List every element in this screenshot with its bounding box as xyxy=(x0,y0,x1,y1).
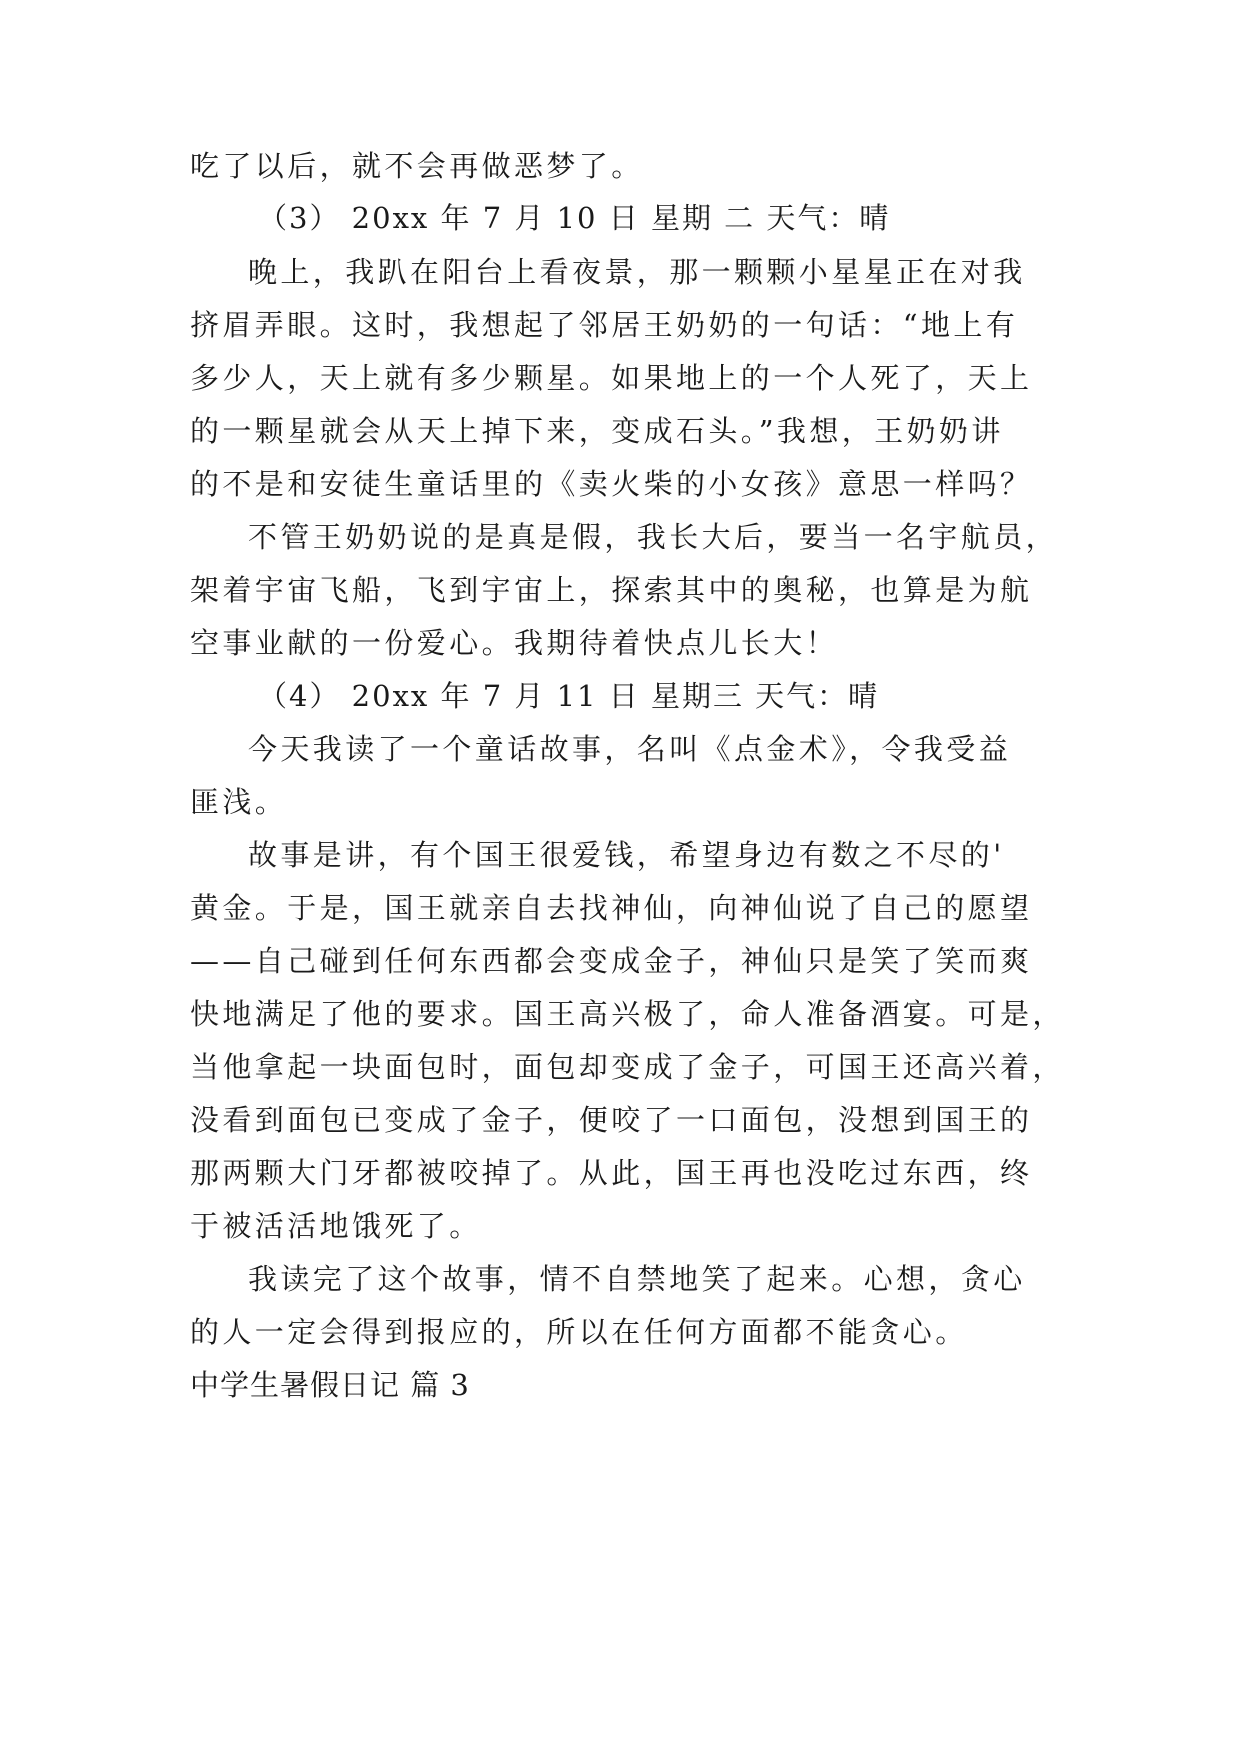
text-line: 架着宇宙飞船，飞到宇宙上，探索其中的奥秘，也算是为航 xyxy=(190,573,1033,607)
text-line: 当他拿起一块面包时，面包却变成了金子，可国王还高兴着， xyxy=(190,1050,1065,1084)
text-line: 的一颗星就会从天上掉下来，变成石头。”我想，王奶奶讲 xyxy=(190,414,1004,448)
text-line: 黄金。于是，国王就亲自去找神仙，向神仙说了自己的愿望 xyxy=(190,891,1033,925)
paragraph-line: 不管王奶奶说的是真是假，我长大后，要当一名宇航员， xyxy=(248,520,1059,554)
text-line: 吃了以后，就不会再做恶梦了。 xyxy=(190,149,644,183)
section-title: 中学生暑假日记 篇 3 xyxy=(190,1368,470,1402)
text-line: 没看到面包已变成了金子，便咬了一口面包，没想到国王的 xyxy=(190,1103,1033,1137)
diary-entry-header: （3） 20xx 年 7 月 10 日 星期 二 天气：晴 xyxy=(258,201,891,235)
text-line: 于被活活地饿死了。 xyxy=(190,1209,482,1243)
paragraph-line: 我读完了这个故事，情不自禁地笑了起来。心想，贪心 xyxy=(248,1262,1026,1296)
text-line: 挤眉弄眼。这时，我想起了邻居王奶奶的一句话：“地上有 xyxy=(190,308,1019,342)
text-line: 空事业献的一份爱心。我期待着快点儿长大！ xyxy=(190,626,839,660)
paragraph-line: 今天我读了一个童话故事，名叫《点金术》，令我受益 xyxy=(248,732,1012,766)
text-line: 多少人，天上就有多少颗星。如果地上的一个人死了，天上 xyxy=(190,361,1033,395)
text-line: 那两颗大门牙都被咬掉了。从此，国王再也没吃过东西，终 xyxy=(190,1156,1033,1190)
text-line: 匪浅。 xyxy=(190,785,288,819)
text-line: 的不是和安徒生童话里的《卖火柴的小女孩》意思一样吗？ xyxy=(190,467,1033,501)
diary-entry-header: （4） 20xx 年 7 月 11 日 星期三 天气：晴 xyxy=(258,679,880,713)
text-line: 的人一定会得到报应的，所以在任何方面都不能贪心。 xyxy=(190,1315,968,1349)
paragraph-line: 故事是讲，有个国王很爱钱，希望身边有数之不尽的' xyxy=(248,838,1005,872)
paragraph-line: 晚上，我趴在阳台上看夜景，那一颗颗小星星正在对我 xyxy=(248,255,1026,289)
text-line: 快地满足了他的要求。国王高兴极了，命人准备酒宴。可是， xyxy=(190,997,1065,1031)
text-line: ——自己碰到任何东西都会变成金子，神仙只是笑了笑而爽 xyxy=(190,944,1033,978)
